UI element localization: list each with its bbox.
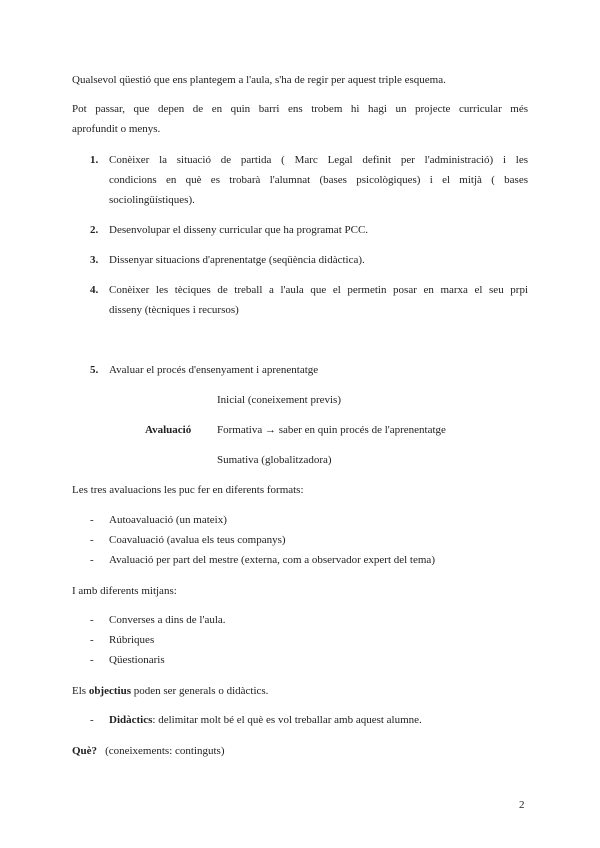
bullet-item: Autoavaluació (un mateix) <box>109 514 227 526</box>
didactic-bold: Didàctics <box>109 714 153 726</box>
evaluation-sumativa: Sumativa (globalitzadora) <box>217 454 332 466</box>
list-number: 1. <box>90 154 99 166</box>
dash-bullet: - <box>90 534 94 546</box>
evaluation-label: Avaluació <box>145 424 192 436</box>
que-paragraph <box>72 744 225 758</box>
intro-paragraph: Qualsevol qüestió que ens plantegem a l'aula, s'ha de regir per aquest triple esquema. <box>72 74 446 86</box>
dash-bullet: - <box>90 514 94 526</box>
evaluation-inicial: Inicial (coneixement previs) <box>217 394 342 406</box>
list-item-line: disseny (tècniques i recursos) <box>109 304 239 316</box>
list-item-line: Dissenyar situacions d'aprenentatge (seqüència didàctica). <box>109 254 365 266</box>
bullet-item: Avaluació per part del mestre (externa, com a observador expert del tema) <box>109 554 435 566</box>
objectives-prefix: Els <box>72 685 89 697</box>
list-item-line: sociolingüístiques). <box>109 194 195 206</box>
didactic-item <box>109 713 422 727</box>
didactic-text: : delimitar molt bé el què es vol treballar amb aquest alumne. <box>152 714 422 726</box>
que-text: (coneixements: continguts) <box>105 745 225 757</box>
bullet-item: Coavaluació (avalua els teus companys) <box>109 534 286 546</box>
objectives-paragraph <box>72 684 268 698</box>
list-number: 4. <box>90 284 99 296</box>
bullet-item: Qüestionaris <box>109 654 165 666</box>
list-item-line: Avaluar el procés d'ensenyament i aprenentatge <box>109 364 319 376</box>
formats-intro: Les tres avaluacions les puc fer en diferents formats: <box>72 484 304 496</box>
bullet-item: Rúbriques <box>109 634 155 646</box>
evaluation-formativa: Formativa → saber en quin procés de l'aprenentatge <box>217 424 446 436</box>
paragraph-line: aprofundit o menys. <box>72 123 161 135</box>
dash-bullet: - <box>90 654 94 666</box>
paragraph-line: Pot passar, que depen de en quin barri ens trobem hi hagi un projecte curricular més <box>72 103 528 115</box>
list-item-line: Conèixer les tèciques de treball a l'aula que el permetin posar en marxa el seu prpi <box>109 284 528 296</box>
means-intro: I amb diferents mitjans: <box>72 585 177 597</box>
list-number: 2. <box>90 224 99 236</box>
list-item-line: condicions en què es trobarà l'alumnat (bases psicològiques) i el mitjà ( bases <box>109 174 528 186</box>
objectives-bold: objectius <box>88 685 131 697</box>
list-number: 5. <box>90 364 99 376</box>
list-item-line: Desenvolupar el disseny curricular que ha programat PCC. <box>109 224 369 236</box>
list-item-line: Conèixer la situació de partida ( Marc Legal definit per l'administració) i les <box>109 154 528 166</box>
dash-bullet: - <box>90 614 94 626</box>
que-bold: Què? <box>72 745 98 757</box>
dash-bullet: - <box>90 634 94 646</box>
dash-bullet: - <box>90 554 94 566</box>
list-number: 3. <box>90 254 99 266</box>
bullet-item: Converses a dins de l'aula. <box>109 614 226 626</box>
objectives-suffix: poden ser generals o didàctics. <box>130 685 269 697</box>
page-number: 2 <box>519 799 525 811</box>
dash-bullet: - <box>90 714 94 726</box>
